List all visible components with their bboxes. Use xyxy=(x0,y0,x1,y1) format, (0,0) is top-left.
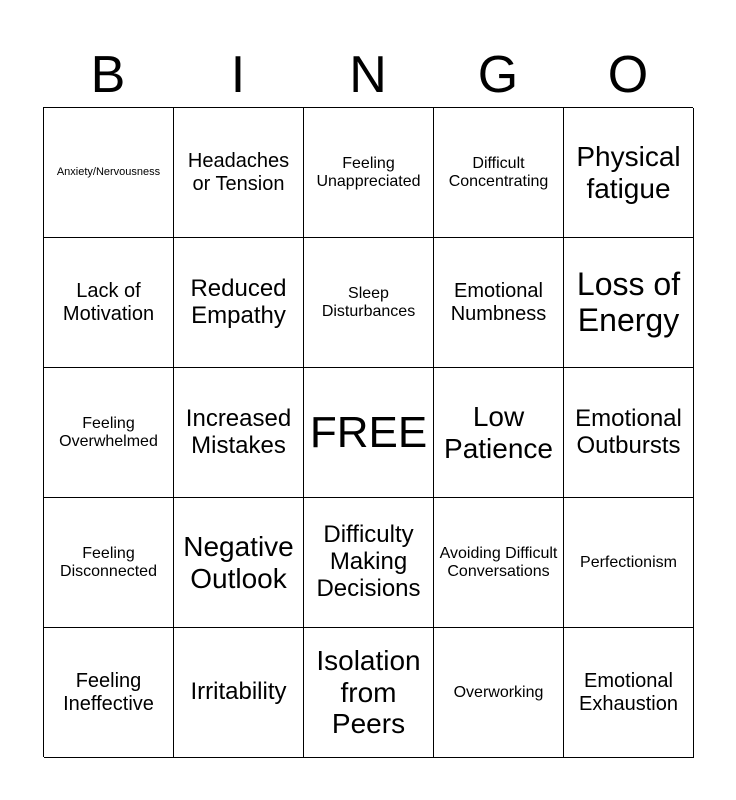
cell-label: Increased Mistakes xyxy=(185,404,292,459)
cell-label: Emotional Numbness xyxy=(450,280,547,325)
bingo-cell[interactable] xyxy=(564,108,694,238)
bingo-cell[interactable] xyxy=(564,368,694,498)
bingo-cell[interactable] xyxy=(304,238,434,368)
cell-label: Difficult Concentrating xyxy=(448,154,549,190)
bingo-cell[interactable] xyxy=(44,368,174,498)
cell-label: Loss of Energy xyxy=(576,265,681,338)
cell-label: Overworking xyxy=(453,683,544,701)
cell-label: Headaches or Tension xyxy=(187,150,290,195)
bingo-cell[interactable] xyxy=(174,628,304,758)
header-letter-o: O xyxy=(607,46,649,104)
cell-label: Lack of Motivation xyxy=(62,280,155,325)
cell-label: Negative Outlook xyxy=(183,531,294,594)
cell-label: Feeling Overwhelmed xyxy=(59,414,158,450)
cell-label: Anxiety/Nervousness xyxy=(56,166,161,179)
cell-label: Sleep Disturbances xyxy=(321,284,416,320)
cell-label: Perfectionism xyxy=(580,553,677,571)
cell-label: Irritability xyxy=(190,678,287,706)
cell-label: Feeling Ineffective xyxy=(63,670,154,715)
header-letter-i: I xyxy=(230,46,246,104)
bingo-cell[interactable] xyxy=(434,108,564,238)
bingo-cell[interactable] xyxy=(44,498,174,628)
bingo-cell[interactable] xyxy=(434,498,564,628)
cell-label: Low Patience xyxy=(444,401,553,464)
bingo-header xyxy=(43,46,693,104)
bingo-cell[interactable] xyxy=(304,498,434,628)
cell-label: Difficulty Making Decisions xyxy=(316,521,421,602)
header-letter-b: B xyxy=(90,46,126,104)
cell-label: Reduced Empathy xyxy=(190,274,287,329)
cell-label: Isolation from Peers xyxy=(316,645,421,740)
cell-label: Avoiding Difficult Conversations xyxy=(439,544,558,580)
cell-label: Emotional Outbursts xyxy=(575,404,682,459)
bingo-cell[interactable] xyxy=(174,368,304,498)
bingo-cell[interactable] xyxy=(434,368,564,498)
bingo-cell[interactable] xyxy=(434,238,564,368)
bingo-cell[interactable] xyxy=(304,108,434,238)
cell-label: Physical fatigue xyxy=(576,141,681,204)
cell-label: Feeling Disconnected xyxy=(60,544,157,580)
bingo-cell[interactable] xyxy=(564,498,694,628)
bingo-cell[interactable] xyxy=(44,628,174,758)
free-space-cell[interactable] xyxy=(304,368,434,498)
bingo-cell[interactable] xyxy=(304,628,434,758)
free-space-label: FREE xyxy=(309,407,428,457)
bingo-cell[interactable] xyxy=(174,498,304,628)
cell-label: Feeling Unappreciated xyxy=(316,154,421,190)
bingo-cell[interactable] xyxy=(174,238,304,368)
bingo-cell[interactable] xyxy=(44,108,174,238)
header-letter-g: G xyxy=(477,46,519,104)
bingo-cell[interactable] xyxy=(564,238,694,368)
bingo-cell[interactable] xyxy=(174,108,304,238)
bingo-cell[interactable] xyxy=(564,628,694,758)
cell-label: Emotional Exhaustion xyxy=(579,670,678,715)
bingo-cell[interactable] xyxy=(434,628,564,758)
bingo-cell[interactable] xyxy=(44,238,174,368)
header-letter-n: N xyxy=(349,46,387,104)
bingo-grid xyxy=(43,107,693,757)
